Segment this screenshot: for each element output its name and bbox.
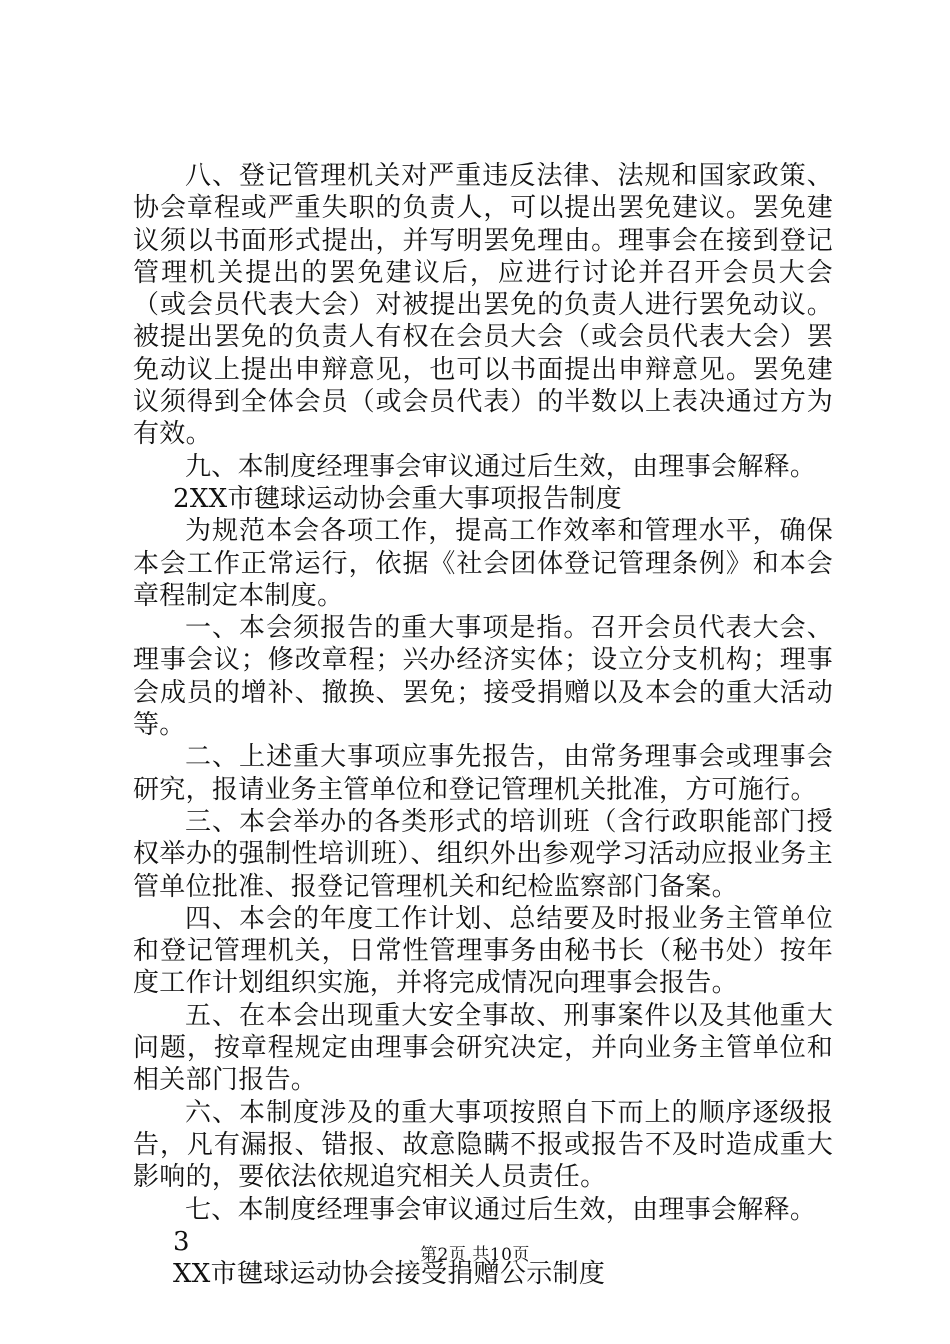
paragraph-nine: 九、本制度经理事会审议通过后生效，由理事会解释。 bbox=[185, 451, 817, 482]
paragraph-three: 三、本会举办的各类形式的培训班（含行政职能部门授权举办的强制性培训班）、组织外出参观学习活动应报业务主管单位批准、报登记管理机关和纪检监察部门备案。 bbox=[133, 806, 833, 902]
paragraph-five: 五、在本会出现重大安全事故、刑事案件以及其他重大问题，按章程规定由理事会研究决定，并向业务主管单位和相关部门报告。 bbox=[133, 1000, 833, 1096]
paragraph-one: 一、本会须报告的重大事项是指。召开会员代表大会、理事会议；修改章程；兴办经济实体；设立分支机构；理事会成员的增补、撤换、罢免；接受捐赠以及本会的重大活动等。 bbox=[133, 613, 833, 741]
paragraph-seven: 七、本制度经理事会审议通过后生效，由理事会解释。 bbox=[185, 1194, 817, 1225]
section-heading-donation: XX市毽球运动协会接受捐赠公示制度 bbox=[173, 1259, 606, 1290]
paragraph-four: 四、本会的年度工作计划、总结要及时报业务主管单位和登记管理机关，日常性管理事务由秘书长（秘书处）按年度工作计划组织实施，并将完成情况向理事会报告。 bbox=[133, 903, 833, 999]
paragraph-eight: 八、登记管理机关对严重违反法律、法规和国家政策、协会章程或严重失职的负责人，可以提出罢免建议。罢免建议须以书面形式提出，并写明罢免理由。理事会在接到登记管理机关提出的罢免建议后，应进行讨论并召开会员大会（或会员代表大会）对被提出罢免的负责人进行罢免动议。被提出罢免的负责人有权在会员大会（或会员代表大会）罢免动议上提出申辩意见，也可以书面提出申辩意见。罢免建议须得到全体会员（或会员代表）的半数以上表决通过方为有效。 bbox=[133, 161, 833, 450]
paragraph-intro: 为规范本会各项工作，提高工作效率和管理水平，确保本会工作正常运行，依据《社会团体登记管理条例》和本会章程制定本制度。 bbox=[133, 516, 833, 611]
document-body bbox=[133, 160, 833, 1290]
section-heading-major-matters: 2XX市毽球运动协会重大事项报告制度 bbox=[173, 483, 622, 514]
section-number: 3 bbox=[173, 1226, 190, 1257]
paragraph-six: 六、本制度涉及的重大事项按照自下而上的顺序逐级报告，凡有漏报、错报、故意隐瞒不报或报告不及时造成重大影响的，要依法依规追究相关人员责任。 bbox=[133, 1097, 833, 1193]
page-number-footer: 第2页 共10页 bbox=[420, 1245, 530, 1265]
paragraph-two: 二、上述重大事项应事先报告，由常务理事会或理事会研究，报请业务主管单位和登记管理机关批准，方可施行。 bbox=[133, 742, 833, 805]
